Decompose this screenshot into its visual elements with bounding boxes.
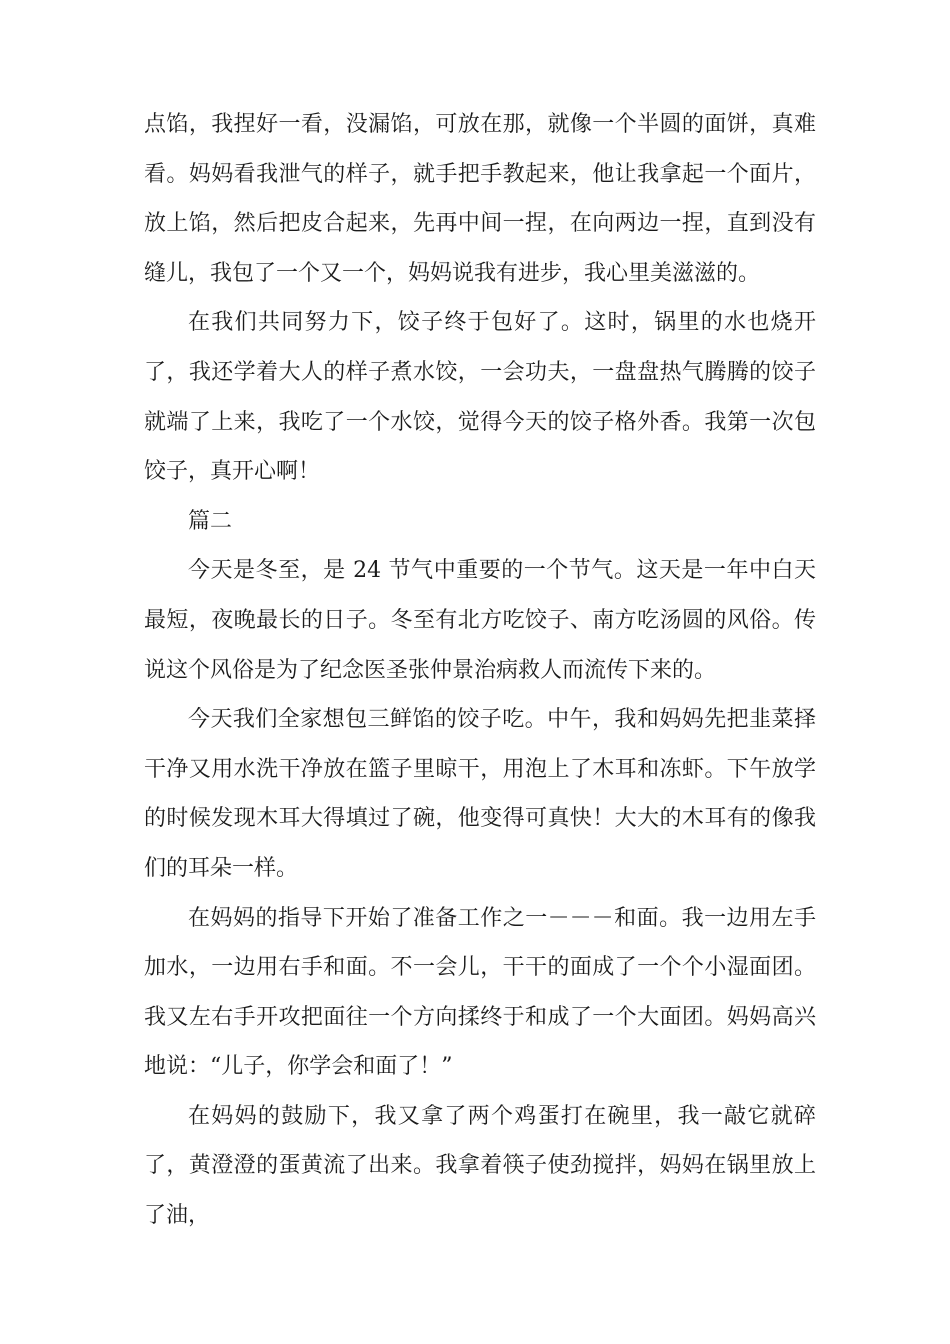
paragraph-3: 今天是冬至，是 24 节气中重要的一个节气。这天是一年中白天最短，夜晚最长的日子。冬至有北方吃饺子、南方吃汤圆的风俗。传说这个风俗是为了纪念医圣张仲景治病救人而流传下来的。 — [144, 558, 816, 683]
paragraph-5: 在妈妈的指导下开始了准备工作之一－－－和面。我一边用左手加水，一边用右手和面。不一会儿，干干的面成了一个个小湿面团。我又左右手开攻把面往一个方向揉终于和成了一个大面团。妈妈高兴地说：“儿子，你学会和面了！” — [144, 905, 816, 1080]
paragraph-4: 今天我们全家想包三鲜馅的饺子吃。中午，我和妈妈先把韭菜择干净又用水洗干净放在篮子里晾干，用泡上了木耳和冻虾。下午放学的时候发现木耳大得填过了碗，他变得可真快！大大的木耳有的像我们的耳朵一样。 — [144, 707, 816, 881]
paragraph-2: 在我们共同努力下，饺子终于包好了。这时，锅里的水也烧开了，我还学着大人的样子煮水饺，一会功夫，一盘盘热气腾腾的饺子就端了上来，我吃了一个水饺，觉得今天的饺子格外香。我第一次包饺子，真开心啊！ — [144, 310, 816, 485]
document-body — [144, 100, 816, 1241]
paragraph-6: 在妈妈的鼓励下，我又拿了两个鸡蛋打在碗里，我一敲它就碎了，黄澄澄的蛋黄流了出来。我拿着筷子使劲搅拌，妈妈在锅里放上了油， — [144, 1103, 816, 1229]
section-heading: 篇二 — [188, 508, 233, 534]
paragraph-1: 点馅，我捏好一看，没漏馅，可放在那，就像一个半圆的面饼，真难看。妈妈看我泄气的样子，就手把手教起来，他让我拿起一个面片，放上馅，然后把皮合起来，先再中间一捏，在向两边一捏，直到没有缝儿，我包了一个又一个，妈妈说我有进步，我心里美滋滋的。 — [144, 112, 816, 286]
